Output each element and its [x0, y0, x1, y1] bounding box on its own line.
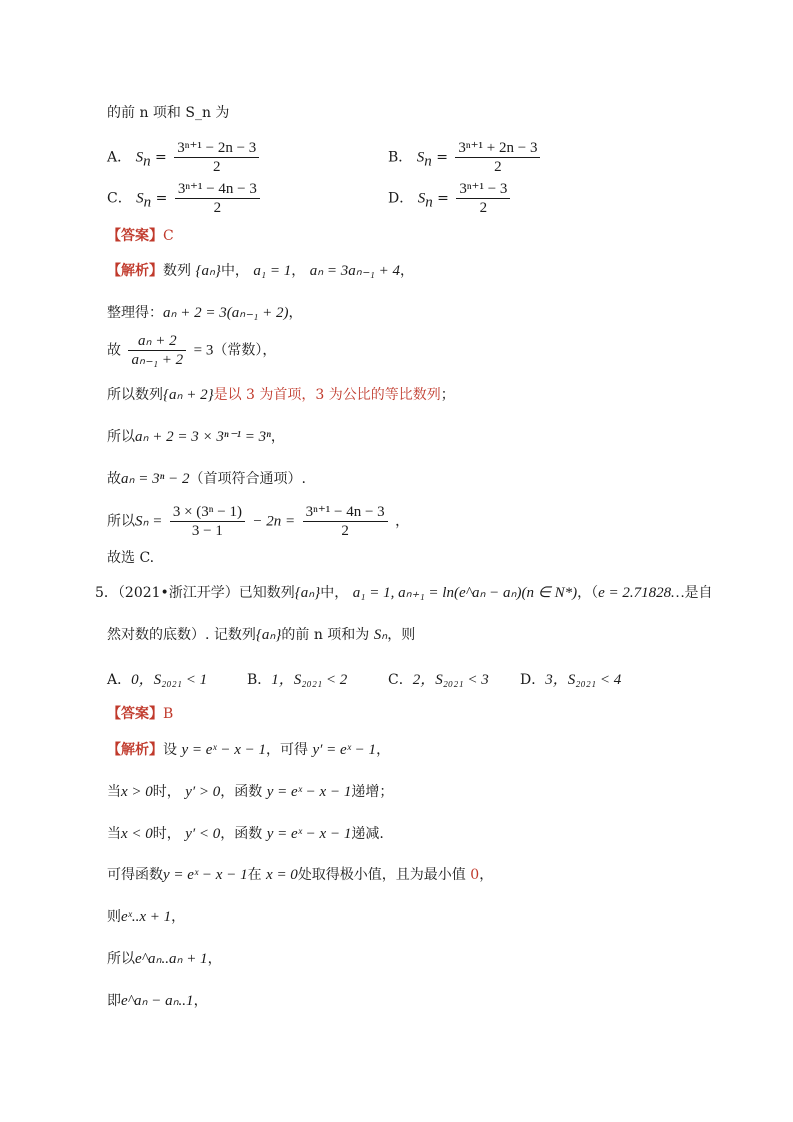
q5-option-c: C．2，S₂₀₂₁ < 3 — [388, 672, 489, 688]
fraction: $\frac{\text{aₙ + 2}}{\text{aₙ₋₁ + 2}}$ — [128, 333, 186, 368]
fraction: $\frac{\text{3ⁿ⁺¹ − 4n − 3}}{2}$ — [175, 181, 260, 216]
q5-option-a: A．0，S₂₀₂₁ < 1 — [107, 672, 208, 688]
intro-text: 的前 n 项和 S_n 为 — [107, 105, 230, 121]
option-a: A． $S_n$ = $\frac{\text{3ⁿ⁺¹ − 2n − 3}}{2}$ — [107, 140, 262, 175]
option-d: D． $S_n$ = $\frac{\text{3ⁿ⁺¹ − 3}}{2}$ — [388, 181, 513, 216]
q4-analysis-line-7: 所以Sₙ = $\frac{\text{3 × (3ⁿ − 1)}}{3 - 1}$ − 2n = $\frac{\text{3ⁿ⁺¹ − 4n − 3}}{2}$ ， — [107, 504, 410, 539]
fraction: $\frac{\text{3ⁿ⁺¹ − 3}}{2}$ — [456, 181, 510, 216]
q4-analysis-line-5: 所以aₙ + 2 = 3 × 3ⁿ⁻¹ = 3ⁿ， — [107, 429, 285, 445]
q5-analysis-line-6: 所以e^aₙ..aₙ + 1， — [107, 951, 222, 967]
q5-stem-line-1: 5．（2021•浙江开学）已知数列{aₙ}中， a₁ = 1, aₙ₊₁ = ln(e^aₙ − aₙ)(n ∈ N*)，（e = 2.71828…是自 — [95, 585, 713, 601]
option-c: C． $S_n$ = $\frac{\text{3ⁿ⁺¹ − 4n − 3}}{2}$ — [107, 181, 263, 216]
q4-analysis-line-6: 故aₙ = 3ⁿ − 2（首项符合通项）. — [107, 471, 306, 487]
q5-analysis-line-2: 当x > 0时， y′ > 0，函数 y = eˣ − x − 1递增； — [107, 784, 394, 800]
q4-analysis-line-2: 整理得：aₙ + 2 = 3(aₙ₋₁ + 2)， — [107, 305, 303, 321]
q4-analysis-line-3: 故 $\frac{\text{aₙ + 2}}{\text{aₙ₋₁ + 2}}$ = 3（常数）， — [107, 333, 277, 368]
q5-option-d: D．3，S₂₀₂₁ < 4 — [520, 672, 622, 688]
fraction: $\frac{\text{3 × (3ⁿ − 1)}}{3 - 1}$ — [170, 504, 245, 539]
option-b: B． $S_n$ = $\frac{\text{3ⁿ⁺¹ + 2n − 3}}{2}$ — [388, 140, 543, 175]
q4-answer: 【答案】C — [107, 228, 174, 244]
fraction: $\frac{\text{3ⁿ⁺¹ − 4n − 3}}{2}$ — [303, 504, 388, 539]
q5-analysis-line-1: 【解析】设 y = eˣ − x − 1，可得 y′ = eˣ − 1， — [107, 742, 391, 758]
q5-analysis-line-7: 即e^aₙ − aₙ..1， — [107, 993, 208, 1009]
q5-answer: 【答案】B — [107, 706, 174, 722]
q5-option-b: B．1，S₂₀₂₁ < 2 — [247, 672, 348, 688]
q4-analysis-line-8: 故选 C. — [107, 550, 155, 566]
q4-analysis-line-4: 所以数列{aₙ + 2}是以 3 为首项，3 为公比的等比数列； — [107, 387, 455, 403]
q5-analysis-line-5: 则eˣ..x + 1， — [107, 909, 186, 925]
q5-analysis-line-3: 当x < 0时， y′ < 0，函数 y = eˣ − x − 1递减. — [107, 826, 384, 842]
q4-analysis-line-1: 【解析】数列 {aₙ}中， a₁ = 1， aₙ = 3aₙ₋₁ + 4， — [107, 263, 415, 279]
fraction: $\frac{\text{3ⁿ⁺¹ + 2n − 3}}{2}$ — [455, 140, 540, 175]
q5-analysis-line-4: 可得函数y = eˣ − x − 1在 x = 0处取得极小值，且为最小值 0， — [107, 867, 494, 883]
q5-stem-line-2: 然对数的底数）. 记数列{aₙ}的前 n 项和为 Sₙ，则 — [107, 627, 416, 643]
intro-line — [107, 104, 229, 122]
fraction: $\frac{\text{3ⁿ⁺¹ − 2n − 3}}{2}$ — [174, 140, 259, 175]
